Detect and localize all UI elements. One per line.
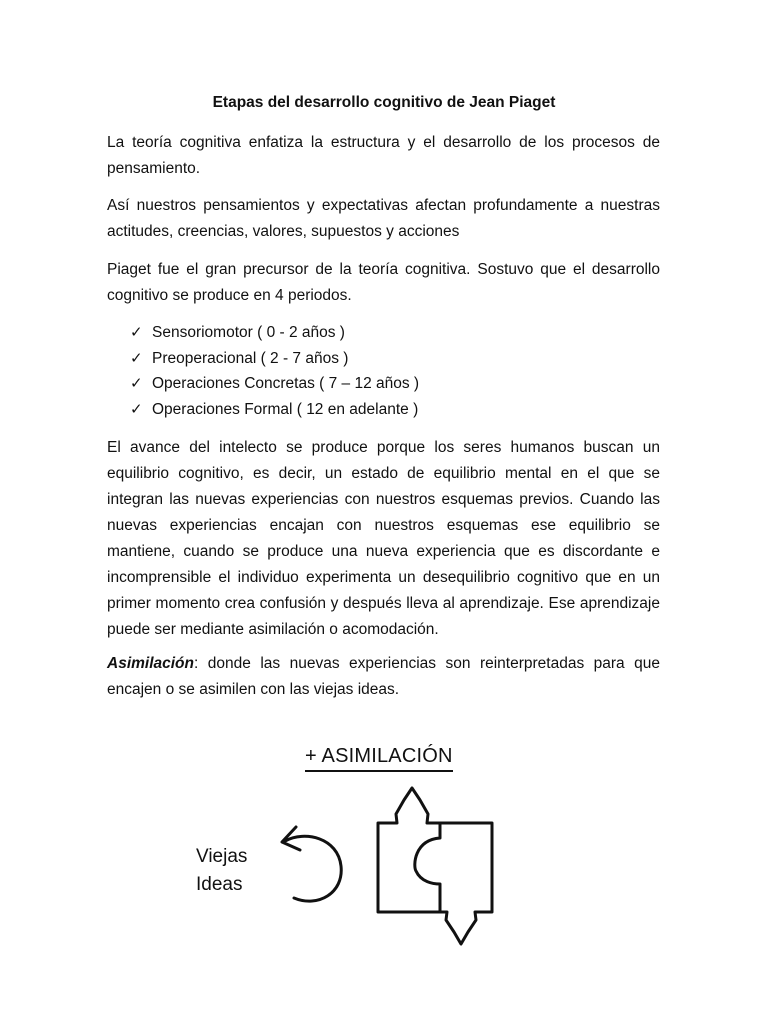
diagram-title: + ASIMILACIÓN: [305, 744, 453, 772]
circular-arrow-icon: [282, 827, 341, 901]
puzzle-pieces-icon: [378, 788, 492, 944]
stages-list: [130, 320, 630, 422]
paragraph-thoughts: Así nuestros pensamientos y expectativas afectan profundamente a nuestras actitudes, creencias, valores, supuestos y acciones: [107, 197, 660, 240]
checkmark-icon: ✓: [130, 349, 143, 367]
paragraph-piaget: Piaget fue el gran precursor de la teoría cognitiva. Sostuvo que el desarrollo cognitivo se produce en 4 periodos.: [107, 261, 660, 304]
stage-label: Sensoriomotor ( 0 - 2 años ): [152, 324, 345, 341]
assimilation-definition: : donde las nuevas experiencias son reinterpretadas para que encajen o se asimilen con las viejas ideas.: [107, 655, 660, 698]
paragraph-equilibrium: El avance del intelecto se produce porque los seres humanos buscan un equilibrio cognitivo, es decir, un estado de equilibrio mental en el que se integran las nuevas experiencias con nuestros esquemas previos. Cuando las nuevas experiencias encajan con nuestros esquemas ese equilibrio se mantiene, cuando se produce una nueva experiencia que es discordante e incomprensible el individuo experimenta un desequilibrio cognitivo que en un primer momento crea confusión y después lleva al aprendizaje. Ese aprendizaje puede ser mediante asimilación o acomodación.: [107, 439, 660, 638]
list-item: [130, 397, 630, 423]
checkmark-icon: ✓: [130, 400, 143, 418]
diagram-label-ideas: Ideas: [196, 874, 243, 895]
diagram-label-viejas: Viejas: [196, 846, 248, 867]
checkmark-icon: ✓: [130, 375, 143, 392]
assimilation-term: Asimilación: [107, 655, 194, 672]
stage-label: Operaciones Concretas ( 7 – 12 años ): [152, 375, 420, 392]
list-item: [130, 346, 630, 372]
document-title: Etapas del desarrollo cognitivo de Jean Piaget: [212, 94, 556, 111]
stage-label: Operaciones Formal ( 12 en adelante ): [152, 400, 419, 418]
stage-label: Preoperacional ( 2 - 7 años ): [152, 349, 349, 367]
list-item: [130, 371, 630, 397]
paragraph-assimilation: [107, 651, 660, 703]
list-item: [130, 320, 630, 346]
assimilation-diagram: [180, 735, 520, 960]
checkmark-icon: ✓: [130, 324, 143, 341]
paragraph-intro: La teoría cognitiva enfatiza la estructura y el desarrollo de los procesos de pensamiento.: [107, 134, 660, 177]
